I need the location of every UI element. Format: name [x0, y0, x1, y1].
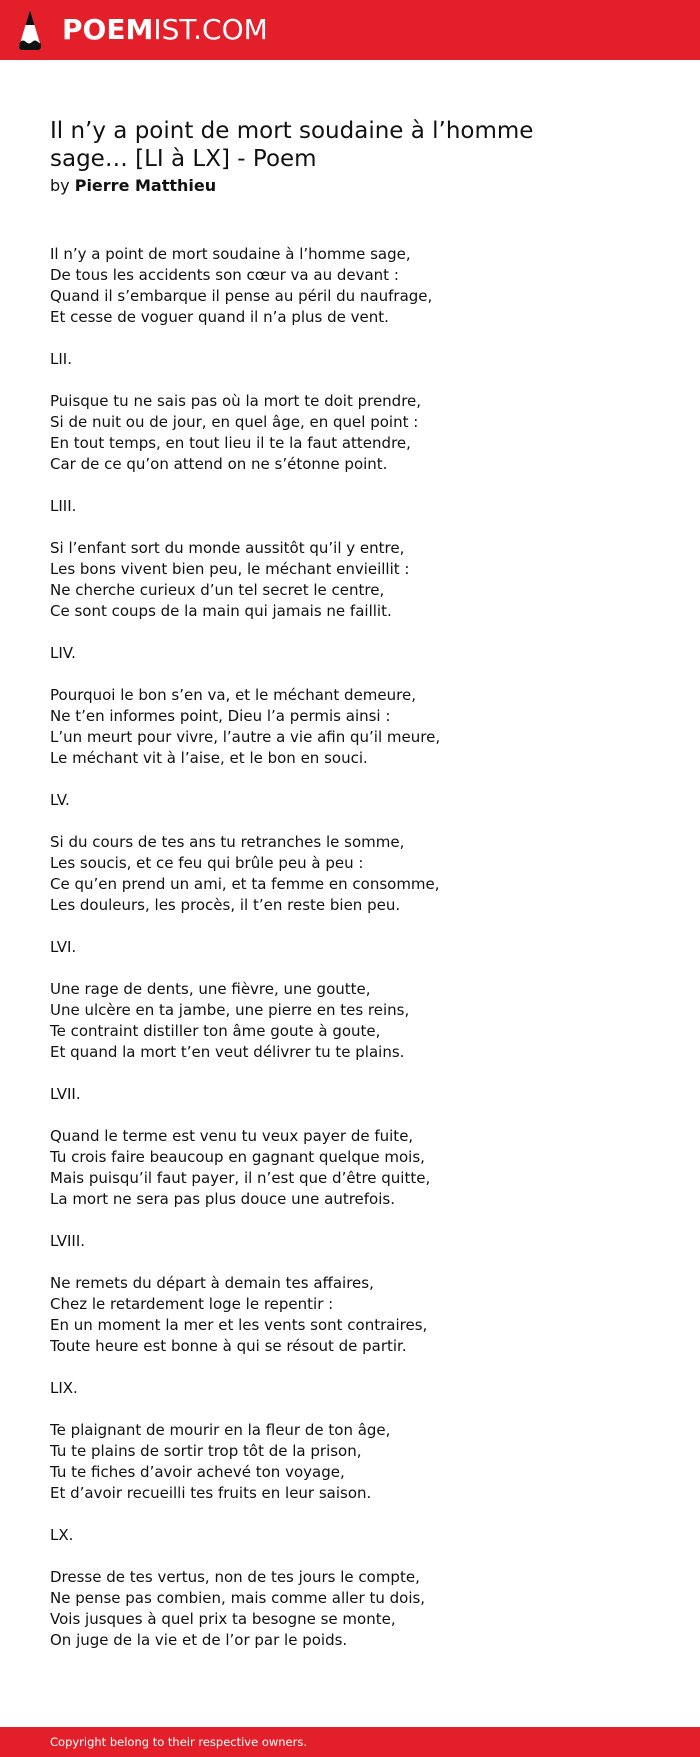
poem-line: Si l’enfant sort du monde aussitôt qu’il y entre, — [50, 539, 405, 557]
poem-line: Les douleurs, les procès, il t’en reste bien peu. — [50, 896, 401, 914]
poem-line: Si de nuit ou de jour, en quel âge, en quel point : — [50, 413, 419, 431]
poem-title — [50, 117, 550, 173]
poem-line: Et d’avoir recueilli tes fruits en leur saison. — [50, 1484, 372, 1502]
by-label: by — [50, 176, 70, 195]
site-logo-text — [62, 13, 268, 46]
poem-line: Tu te plains de sortir trop tôt de la prison, — [50, 1442, 362, 1460]
poem-line: Et quand la mort t’en veut délivrer tu te plains. — [50, 1043, 405, 1061]
stanza — [50, 1126, 610, 1210]
poem-line: Dresse de tes vertus, non de tes jours le compte, — [50, 1568, 420, 1586]
poem-line: Le méchant vit à l’aise, et le bon en souci. — [50, 749, 368, 767]
poem-line: Car de ce qu’on attend on ne s’étonne point. — [50, 455, 388, 473]
logo-text-light: IST.COM — [153, 13, 268, 46]
poem-line: Chez le retardement loge le repentir : — [50, 1295, 334, 1313]
poem-line: Tu crois faire beaucoup en gagnant quelque mois, — [50, 1148, 425, 1166]
poem-line: Ne cherche curieux d’un tel secret le centre, — [50, 581, 385, 599]
stanza-numeral: LIV. — [50, 644, 76, 662]
poem-header — [50, 117, 550, 196]
poem-line: Ne remets du départ à demain tes affaires, — [50, 1274, 374, 1292]
poem-line: L’un meurt pour vivre, l’autre a vie afin qu’il meure, — [50, 728, 441, 746]
poem-line: Quand le terme est venu tu veux payer de fuite, — [50, 1127, 414, 1145]
poem-line: Ne t’en informes point, Dieu l’a permis ainsi : — [50, 707, 391, 725]
stanza-numeral: LX. — [50, 1526, 74, 1544]
poem-line: La mort ne sera pas plus douce une autrefois. — [50, 1190, 395, 1208]
stanza-numeral: LII. — [50, 350, 72, 368]
poem-line: En un moment la mer et les vents sont contraires, — [50, 1316, 428, 1334]
poem-line: Pourquoi le bon s’en va, et le méchant demeure, — [50, 686, 416, 704]
stanza-numeral: LV. — [50, 791, 70, 809]
stanza — [50, 391, 610, 475]
poem-line: Mais puisqu’il faut payer, il n’est que d’être quitte, — [50, 1169, 431, 1187]
stanza-numeral: LIII. — [50, 497, 77, 515]
poem-line: Ne pense pas combien, mais comme aller tu dois, — [50, 1589, 426, 1607]
poem-line: On juge de la vie et de l’or par le poids. — [50, 1631, 348, 1649]
site-footer — [0, 1727, 700, 1757]
poem-line: Les bons vivent bien peu, le méchant envieillit : — [50, 560, 410, 578]
poem-line: Et cesse de voguer quand il n’a plus de vent. — [50, 308, 389, 326]
poem-title-line: sage… [LI à LX] - Poem — [50, 146, 317, 172]
stanza — [50, 979, 610, 1063]
stanza — [50, 538, 610, 622]
stanza — [50, 244, 610, 328]
stanza-numeral: LIX. — [50, 1379, 78, 1397]
poem-line: Tu te fiches d’avoir achevé ton voyage, — [50, 1463, 345, 1481]
poem-line: Puisque tu ne sais pas où la mort te doit prendre, — [50, 392, 422, 410]
stanza — [50, 685, 610, 769]
poem-line: Une rage de dents, une fièvre, une goutte, — [50, 980, 371, 998]
poem-line: Te contraint distiller ton âme goute à goute, — [50, 1022, 381, 1040]
poem-title-line: Il n’y a point de mort soudaine à l’homme — [50, 118, 534, 144]
stanza — [50, 1420, 610, 1504]
pen-nib-icon — [17, 9, 43, 51]
poem-line: Il n’y a point de mort soudaine à l’homme sage, — [50, 245, 411, 263]
poem-line: Quand il s’embarque il pense au péril du naufrage, — [50, 287, 433, 305]
poem-line: Ce sont coups de la main qui jamais ne faillit. — [50, 602, 392, 620]
stanza-numeral: LVI. — [50, 938, 77, 956]
stanza-numeral: LVII. — [50, 1085, 81, 1103]
poem-line: De tous les accidents son cœur va au devant : — [50, 266, 399, 284]
poem-line: Toute heure est bonne à qui se résout de partir. — [50, 1337, 407, 1355]
poem-line: Les soucis, et ce feu qui brûle peu à peu : — [50, 854, 364, 872]
stanza-numeral: LVIII. — [50, 1232, 86, 1250]
logo-text-bold: POEM — [62, 13, 154, 46]
site-logo-link[interactable] — [17, 9, 268, 51]
poem-line: En tout temps, en tout lieu il te la faut attendre, — [50, 434, 411, 452]
stanza — [50, 1567, 610, 1651]
poem-line: Ce qu’en prend un ami, et ta femme en consomme, — [50, 875, 440, 893]
author-name: Pierre Matthieu — [74, 176, 217, 195]
poem-line: Vois jusques à quel prix ta besogne se monte, — [50, 1610, 396, 1628]
stanza — [50, 832, 610, 916]
site-header — [0, 0, 700, 60]
poem-line: Si du cours de tes ans tu retranches le somme, — [50, 833, 405, 851]
stanza — [50, 1273, 610, 1357]
poem-body — [50, 244, 610, 1672]
poem-byline — [50, 176, 550, 196]
poem-line: Une ulcère en ta jambe, une pierre en tes reins, — [50, 1001, 410, 1019]
copyright-text: Copyright belong to their respective owners. — [50, 1735, 308, 1749]
poem-line: Te plaignant de mourir en la fleur de ton âge, — [50, 1421, 391, 1439]
